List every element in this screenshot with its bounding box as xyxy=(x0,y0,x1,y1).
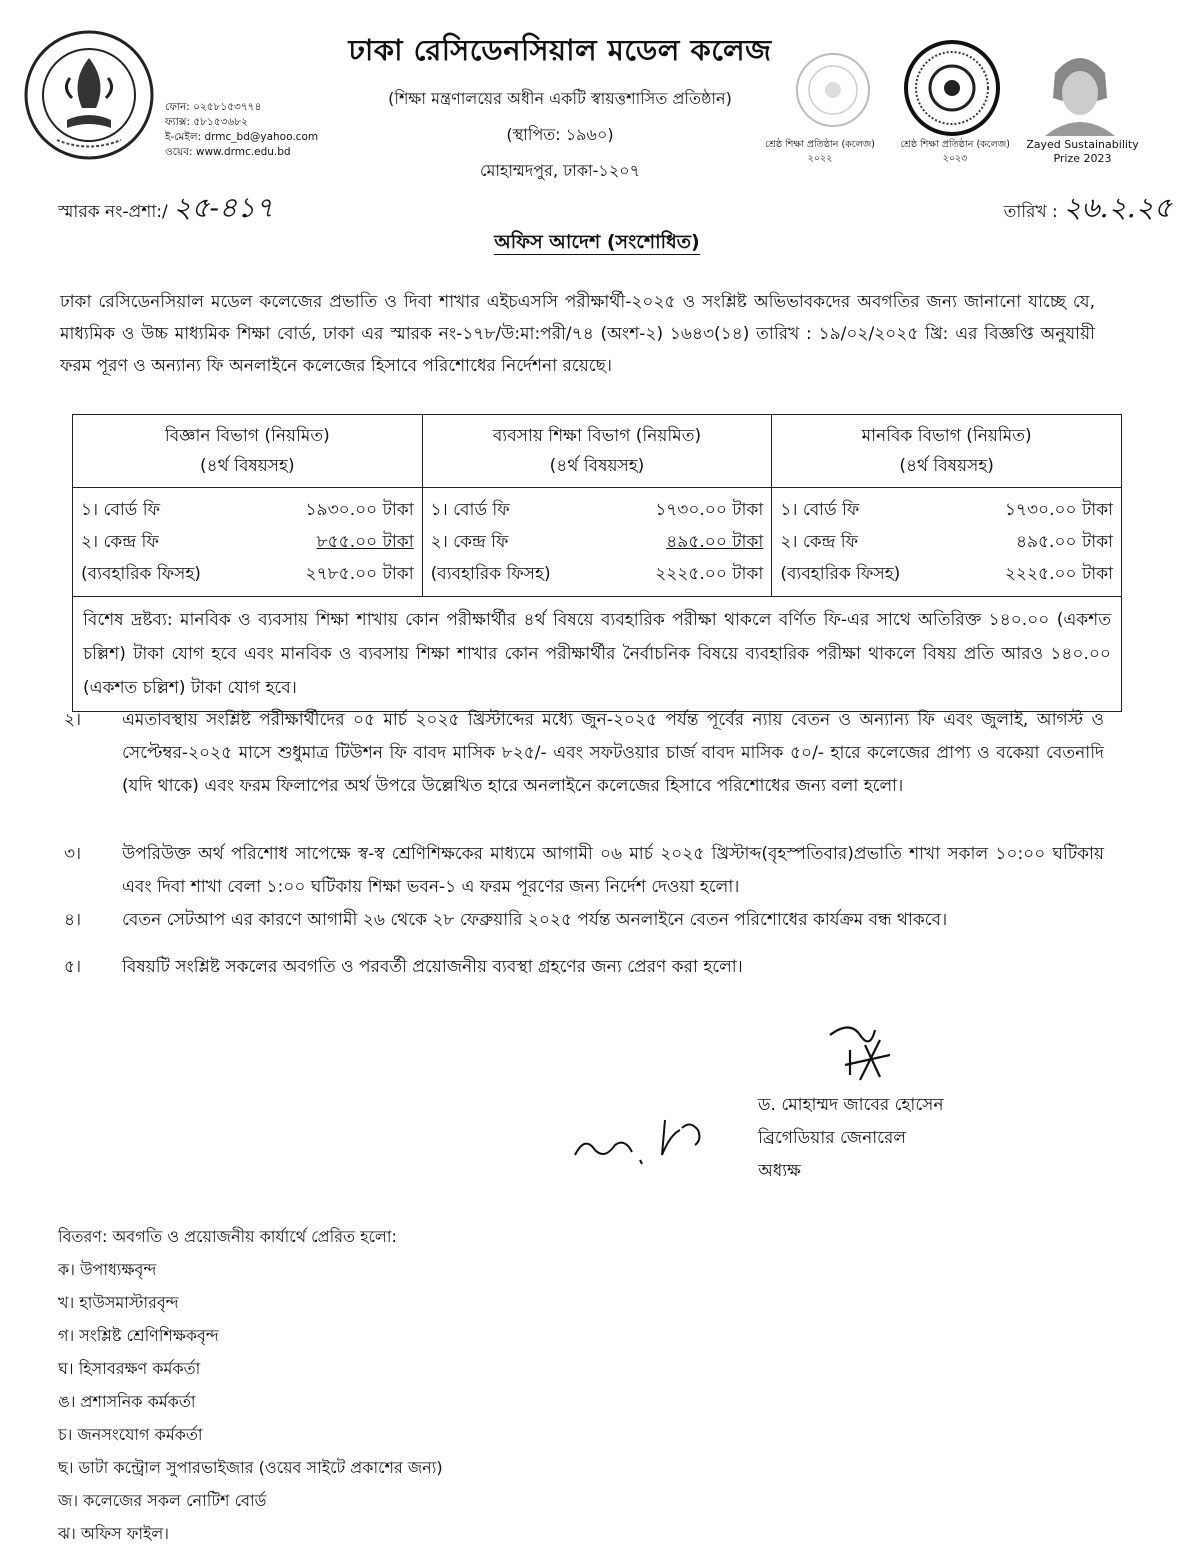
order-title xyxy=(0,228,1194,260)
email-text: ই-মেইল: drmc_bd@yahoo.com xyxy=(165,131,319,143)
memo-number: ২৫-৪১৭ xyxy=(173,191,274,224)
list-item: জ। কলেজের সকল নোটিশ বোর্ড xyxy=(58,1491,267,1510)
order-title-text: অফিস আদেশ (সংশোধিত) xyxy=(494,231,700,253)
fee-note-row xyxy=(73,597,1122,712)
contact-info xyxy=(165,100,318,160)
fee-row: ১। বোর্ড ফি ১৭৩০.০০ টাকা xyxy=(780,500,1113,520)
fee-table-header-row xyxy=(73,415,1122,488)
list-item: চ। জনসংযোগ কর্মকর্তা xyxy=(58,1425,203,1444)
college-address: মোহাম্মদপুর, ঢাকা-১২০৭ xyxy=(479,161,641,180)
distribution-heading: বিতরণ: অবগতি ও প্রয়োজনীয় কার্যার্থে প্রেরিত হলো: xyxy=(58,1227,397,1246)
list-item: ক। উপাধ্যক্ষবৃন্দ xyxy=(58,1260,157,1279)
dept-humanities-header: মানবিক বিভাগ (নিয়মিত) (৪র্থ বিষয়সহ) xyxy=(772,415,1122,488)
list-item: ৩। উপরিউক্ত অর্থ পরিশোধ সাপেক্ষে স্ব-স্ব শ্রেণিশিক্ষকের মাধ্যমে আগামী ০৬ মার্চ ২০২৫ খ্রিস্টাব্দ(বৃহস্পতিবার)প্রভাতি শাখা সকাল ১০:০০ ঘটিকায় এবং দিবা শাখা বেলা ১:০০ ঘটিকায় শিক্ষা ভবন-১ এ ফরম পূরণের জন্য নির্দেশ দেওয়া হলো। xyxy=(64,844,1104,897)
intro-paragraph: ঢাকা রেসিডেনসিয়াল মডেল কলেজের প্রভাতি ও দিবা শাখার এইচএসসি পরীক্ষার্থী-২০২৫ ও সংশ্লিষ্ট অভিভাবকদের অবগতির জন্য জানানো যাচ্ছে যে, মাধ্যমিক ও উচ্চ মাধ্যমিক শিক্ষা বোর্ড, ঢাকা এর স্মারক নং-১৭৮/উ:মা:পরী/৭৪ (অংশ-২) ১৬৪৩(১৪) তারিখ : ১৯/০২/২০২৫ খ্রি: এর বিজ্ঞপ্তি অনুযায়ী ফরম পূরণ ও অন্যান্য ফি অনলাইনে কলেজের হিসাবে পরিশোধের নির্দেশনা রয়েছে। xyxy=(60,292,1095,376)
principal-signature xyxy=(820,1015,920,1085)
college-name: ঢাকা রেসিডেনসিয়াল মডেল কলেজ xyxy=(348,33,772,67)
signatory-rank: ব্রিগেডিয়ার জেনারেল xyxy=(758,1128,907,1148)
list-item: ছ। ডাটা কন্ট্রোল সুপারভাইজার (ওয়েব সাইটে প্রকাশের জন্য) xyxy=(58,1458,443,1477)
fee-row: ২। কেন্দ্র ফি ৪৯৫.০০ টাকা xyxy=(780,532,1113,552)
list-item: ৫। বিষয়টি সংশ্লিষ্ট সকলের অবগতি ও পরবর্তী প্রয়োজনীয় ব্যবস্থা গ্রহণের জন্য প্রেরণ করা হলো। xyxy=(64,957,743,977)
distribution-list xyxy=(58,1220,443,1550)
award-caption-2023: শ্রেষ্ঠ শিক্ষা প্রতিষ্ঠান (কলেজ) ২০২৩ xyxy=(900,139,1010,164)
signatory-designation: অধ্যক্ষ xyxy=(758,1161,801,1181)
dept-business-header: ব্যবসায় শিক্ষা বিভাগ (নিয়মিত) (৪র্থ বিষয়সহ) xyxy=(422,415,772,488)
award-emblem-2023 xyxy=(902,38,1002,138)
memo-label: স্মারক নং-প্রশা:/ xyxy=(58,202,168,222)
date-value: ২৬.২.২৫ xyxy=(1063,191,1172,224)
fee-table-body-row xyxy=(73,488,1122,597)
memo-number-line xyxy=(58,186,274,233)
list-item: ঙ। প্রশাসনিক কর্মকর্তা xyxy=(58,1392,196,1411)
award-emblem-2022 xyxy=(793,45,873,135)
humanities-fees xyxy=(772,488,1122,597)
initial-signature xyxy=(570,1100,730,1180)
dept-science-header: বিজ্ঞান বিভাগ (নিয়মিত) (৪র্থ বিষয়সহ) xyxy=(73,415,423,488)
established-year: (স্থাপিত: ১৯৬০) xyxy=(506,125,614,144)
fee-row: ১। বোর্ড ফি ১৯৩০.০০ টাকা xyxy=(81,500,414,520)
fee-row: ২। কেন্দ্র ফি ৮৫৫.০০ টাকা xyxy=(81,532,414,552)
college-subtitle: (শিক্ষা মন্ত্রণালয়ের অধীন একটি স্বায়ত্তশাসিত প্রতিষ্ঠান) xyxy=(388,89,732,108)
fax-text: ফ্যাক্স: ৫৮১৫৩৬৮২ xyxy=(165,116,248,128)
points-list xyxy=(64,704,1104,803)
business-fees xyxy=(422,488,772,597)
date-line xyxy=(1004,186,1172,233)
fee-row: (ব্যবহারিক ফিসহ) ২৭৮৫.০০ টাকা xyxy=(81,564,414,584)
points-list-3 xyxy=(64,838,1104,904)
science-fees xyxy=(73,488,423,597)
special-note: বিশেষ দ্রষ্টব্য: মানবিক ও ব্যবসায় শিক্ষা শাখায় কোন পরীক্ষার্থীর ৪র্থ বিষয়ে ব্যবহারিক পরীক্ষা থাকলে বর্ণিত ফি-এর সাথে অতিরিক্ত ১৪০.০০ (একশত চল্লিশ) টাকা যোগ হবে এবং মানবিক ও ব্যবসায় শিক্ষা শাখার কোন পরীক্ষার্থীর নৈর্বাচনিক বিষয়ে ব্যবহারিক পরীক্ষা থাকলে বিষয় প্রতি আরও ১৪০.০০ (একশত চল্লিশ) টাকা যোগ হবে। xyxy=(73,597,1122,712)
points-list-5 xyxy=(64,951,1104,984)
signatory-block xyxy=(758,1089,944,1188)
phone-text: ফোন: ০২৫৮১৫৩৭৭৪ xyxy=(165,101,262,113)
date-label: তারিখ : xyxy=(1003,202,1058,222)
list-item: গ। সংশ্লিষ্ট শ্রেণিশিক্ষকবৃন্দ xyxy=(58,1326,219,1345)
list-item: ঝ। অফিস ফাইল। xyxy=(58,1524,169,1543)
web-text: ওয়েব: www.drmc.edu.bd xyxy=(165,146,291,158)
list-item: ঘ। হিসাবরক্ষণ কর্মকর্তা xyxy=(58,1359,201,1378)
fee-row: (ব্যবহারিক ফিসহ) ২২২৫.০০ টাকা xyxy=(780,564,1113,584)
fee-row: (ব্যবহারিক ফিসহ) ২২২৫.০০ টাকা xyxy=(430,564,764,584)
fee-table xyxy=(72,414,1122,712)
signatory-name: ড. মোহাম্মদ জাবের হোসেন xyxy=(758,1095,944,1115)
zayed-prize-portrait xyxy=(1035,38,1125,136)
fee-row: ২। কেন্দ্র ফি ৪৯৫.০০ টাকা xyxy=(430,532,764,552)
list-item: খ। হাউসমাস্টারবৃন্দ xyxy=(58,1293,179,1312)
list-item: ২। এমতাবস্থায় সংশ্লিষ্ট পরীক্ষার্থীদের ০৫ মার্চ ২০২৫ খ্রিস্টাব্দের মধ্যে জুন-২০২৫ পর্যন্ত পূর্বের ন্যায় বেতন ও অন্যান্য ফি এবং জুলাই, আগস্ট ও সেপ্টেম্বর-২০২৫ মাসে শুধুমাত্র টিউশন ফি বাবদ মাসিক ৮২৫/- এবং সফটওয়ার চার্জ বাবদ মাসিক ৫০/- হারে কলেজের প্রাপ্য ও বকেয়া বেতনাদি (যদি থাকে) এবং ফরম ফিলাপের অর্থ উপরে উল্লেখিত হারে অনলাইনে কলেজের হিসাবে পরিশোধের জন্য বলা হলো। xyxy=(64,710,1104,796)
fee-row: ১। বোর্ড ফি ১৭৩০.০০ টাকা xyxy=(430,500,764,520)
points-list-4 xyxy=(64,904,1104,937)
award-caption-zayed: Zayed Sustainability Prize 2023 xyxy=(1026,138,1139,165)
list-item: ৪। বেতন সেটআপ এর কারণে আগামী ২৬ থেকে ২৮ ফেব্রুয়ারি ২০২৫ পর্যন্ত অনলাইনে বেতন পরিশোধের কার্যক্রম বন্ধ থাকবে। xyxy=(64,910,948,930)
letterhead xyxy=(300,28,820,185)
award-caption-2022: শ্রেষ্ঠ শিক্ষা প্রতিষ্ঠান (কলেজ) ২০২২ xyxy=(765,139,875,164)
college-logo xyxy=(22,28,157,163)
